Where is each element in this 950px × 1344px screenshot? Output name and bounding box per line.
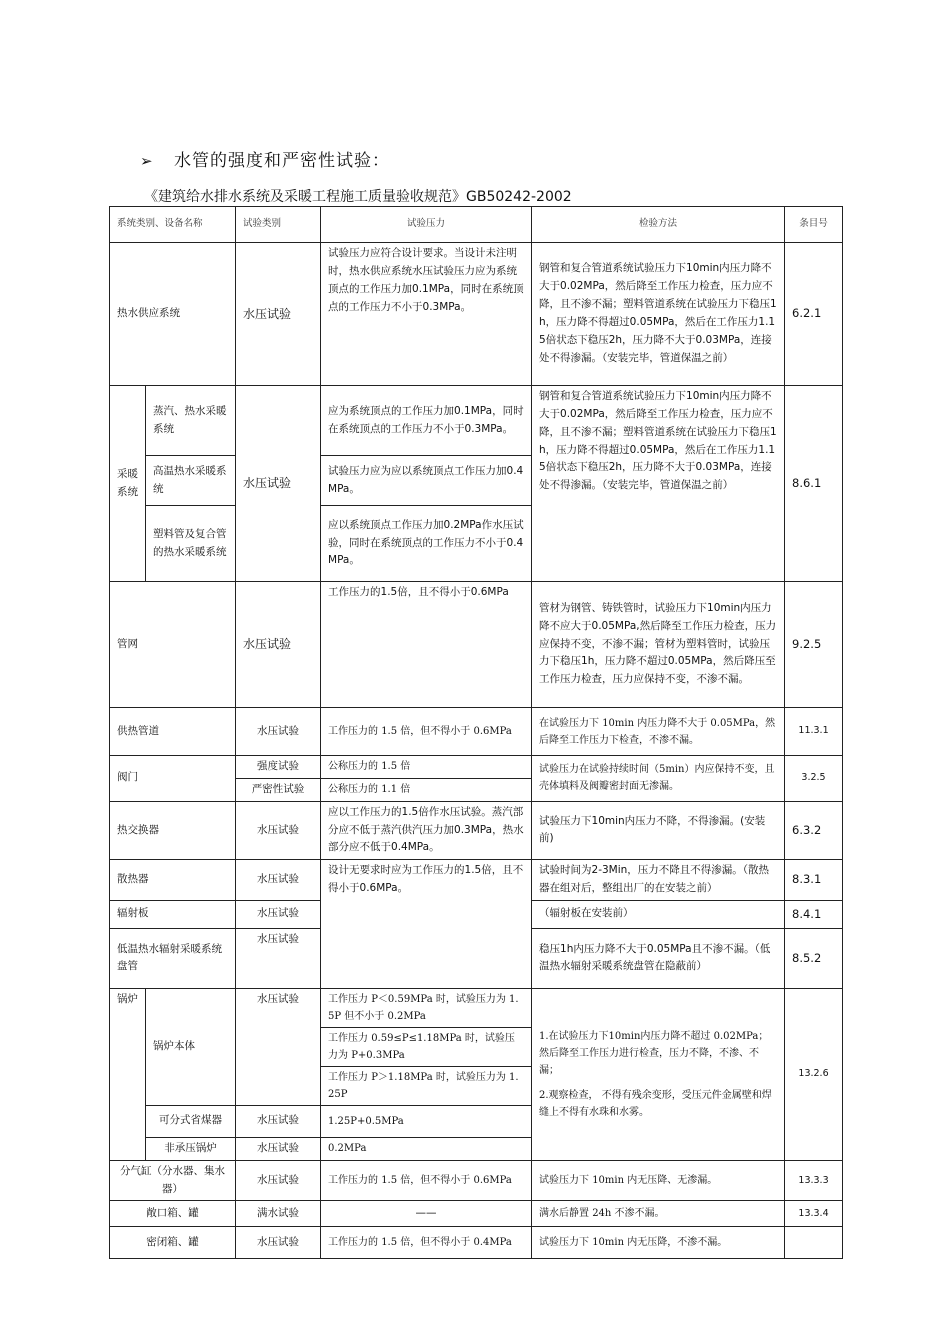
test-pressure: 工作压力 P＞1.18MPa 时，试验压力为 1.25P — [321, 1066, 532, 1105]
test-type: 强度试验 — [236, 756, 321, 779]
system-name: 管网 — [110, 582, 236, 708]
header-system: 系统类别、设备名称 — [110, 207, 236, 243]
test-type: 水压试验 — [236, 1227, 321, 1259]
test-method: 钢管和复合管道系统试验压力下10min内压力降不大于0.02MPa，然后降至工作压力检查，压力应不降，且不渗不漏；塑料管道系统在试验压力下稳压1h，压力降不得超过0.05MPa，然后在工作压力1.15倍状态下稳压2h，压力降不大于0.03MPa，连接处不得渗漏。（安装完毕，管道保温之前） — [532, 386, 785, 582]
test-pressure: 工作压力的 1.5 倍，但不得小于 0.6MPa — [321, 708, 532, 756]
header-type: 试验类别 — [236, 207, 321, 243]
system-name: 散热器 — [110, 860, 236, 901]
test-pressure: 公称压力的 1.1 倍 — [321, 778, 532, 801]
test-pressure: 工作压力 0.59≤P≤1.18MPa 时，试验压力为 P+0.3MPa — [321, 1027, 532, 1066]
header-method: 检验方法 — [532, 207, 785, 243]
test-type: 水压试验 — [236, 900, 321, 928]
test-pressure: 1.25P+0.5MPa — [321, 1105, 532, 1137]
system-name: 分气缸（分水器、集水器） — [110, 1160, 236, 1201]
standard-title: 《建筑给水排水系统及采暖工程施工质量验收规范》GB50242-2002 — [144, 189, 572, 205]
system-name: 热交换器 — [110, 801, 236, 860]
section-heading — [140, 146, 390, 171]
test-method — [532, 988, 785, 1160]
test-pressure: 工作压力 P＜0.59MPa 时，试验压力为 1.5P 但不小于 0.2MPa — [321, 988, 532, 1027]
table-row — [110, 988, 843, 1027]
method-step-1: 1.在试验压力下10min内压力降不超过 0.02MPa；然后降至工作压力进行检查，压力不降，不渗、不漏； — [539, 1030, 769, 1076]
test-type: 严密性试验 — [236, 778, 321, 801]
table-row — [110, 801, 843, 860]
test-pressure: 工作压力的1.5倍，且不得小于0.6MPa — [321, 582, 532, 708]
test-pressure: 工作压力的 1.5 倍，但不得小于 0.4MPa — [321, 1227, 532, 1259]
table-row — [110, 1201, 843, 1227]
system-name: 热水供应系统 — [110, 243, 236, 386]
table-row — [110, 860, 843, 901]
test-type: 水压试验 — [236, 1160, 321, 1201]
test-method: 试验压力下 10min 内无压降、无渗漏。 — [532, 1160, 785, 1201]
test-pressure: 应以工作压力的1.5倍作水压试验。蒸汽部分应不低于蒸汽供汽压力加0.3MPa，热水部分应不低于0.4MPa。 — [321, 801, 532, 860]
test-pressure: 公称压力的 1.5 倍 — [321, 756, 532, 779]
system-name: 密闭箱、罐 — [110, 1227, 236, 1259]
test-method: 钢管和复合管道系统试验压力下10min内压力降不大于0.02MPa，然后降至工作压力检查，压力应不降，且不渗不漏；塑料管道系统在试验压力下稳压1h，压力降不得超过0.05MPa，然后在工作压力1.15倍状态下稳压2h，压力降不大于0.03MPa，连接处不得渗漏。（安装完毕，管道保温之前） — [532, 243, 785, 386]
system-group-boiler: 锅炉 — [110, 988, 146, 1160]
test-method: （辐射板在安装前） — [532, 900, 785, 928]
test-type: 水压试验 — [236, 1137, 321, 1160]
clause-number: 6.2.1 — [785, 243, 843, 386]
clause-number: 13.3.4 — [785, 1201, 843, 1227]
test-method: 试验压力下10min内压力不降，不得渗漏。(安装前) — [532, 801, 785, 860]
pressure-test-table — [109, 206, 843, 1259]
system-group-heating: 采暖系统 — [110, 386, 146, 582]
test-type: 水压试验 — [236, 708, 321, 756]
test-pressure: 应为系统顶点的工作压力加0.1MPa，同时在系统顶点的工作压力不小于0.3MPa。 — [321, 386, 532, 456]
test-type: 水压试验 — [236, 1105, 321, 1137]
test-pressure: 试验压力应符合设计要求。当设计未注明时，热水供应系统水压试验压力应为系统顶点的工作压力加0.1MPa，同时在系统顶点的工作压力不小于0.3MPa。 — [321, 243, 532, 386]
table-row — [110, 756, 843, 779]
system-name: 敞口箱、罐 — [110, 1201, 236, 1227]
test-type: 水压试验 — [236, 801, 321, 860]
subsystem-name: 蒸汽、热水采暖系统 — [146, 386, 236, 456]
table-header-row — [110, 207, 843, 243]
test-type: 水压试验 — [236, 582, 321, 708]
table-row — [110, 1227, 843, 1259]
test-pressure: 设计无要求时应为工作压力的1.5倍，且不得小于0.6MPa。 — [321, 860, 532, 989]
table-row — [110, 1160, 843, 1201]
header-clause: 条目号 — [785, 207, 843, 243]
system-name: 阀门 — [110, 756, 236, 802]
test-pressure: 0.2MPa — [321, 1137, 532, 1160]
header-pressure: 试验压力 — [321, 207, 532, 243]
section-heading-text: 水管的强度和严密性试验： — [173, 151, 390, 171]
test-method: 试验时间为2-3Min，压力不降且不得渗漏。（散热器在组对后，整组出厂的在安装之前） — [532, 860, 785, 901]
clause-number: 6.3.2 — [785, 801, 843, 860]
test-pressure: 应以系统顶点工作压力加0.2MPa作水压试验，同时在系统顶点的工作压力不小于0.4MPa。 — [321, 506, 532, 582]
table-row — [110, 243, 843, 386]
method-step-2: 2.观察检查， 不得有残余变形，受压元件金属壁和焊缝上不得有水珠和水雾。 — [539, 1089, 772, 1118]
test-pressure: 工作压力的 1.5 倍，但不得小于 0.6MPa — [321, 1160, 532, 1201]
test-method: 试验压力在试验持续时间（5min）内应保持不变，且壳体填料及阀瓣密封面无渗漏。 — [532, 756, 785, 802]
subsystem-name: 高温热水采暖系统 — [146, 456, 236, 506]
test-pressure: 试验压力应为应以系统顶点工作压力加0.4MPa。 — [321, 456, 532, 506]
test-method: 试验压力下 10min 内无压降，不渗不漏。 — [532, 1227, 785, 1259]
subsystem-name: 锅炉本体 — [146, 988, 236, 1105]
table-row — [110, 386, 843, 456]
test-method: 管材为钢管、铸铁管时，试验压力下10min内压力降不应大于0.05MPa,然后降至工作压力检查，压力应保持不变，不渗不漏；管材为塑料管时，试验压力下稳压1h，压力降不超过0.05MPa，然后降压至工作压力检查，压力应保持不变，不渗不漏。 — [532, 582, 785, 708]
table-row — [110, 708, 843, 756]
test-type: 水压试验 — [236, 386, 321, 582]
clause-number: 8.3.1 — [785, 860, 843, 901]
subsystem-name: 非承压锅炉 — [146, 1137, 236, 1160]
test-type: 水压试验 — [236, 243, 321, 386]
system-name: 低温热水辐射采暖系统盘管 — [110, 928, 236, 988]
system-name: 辐射板 — [110, 900, 236, 928]
subsystem-name: 塑料管及复合管的热水采暖系统 — [146, 506, 236, 582]
clause-number — [785, 1227, 843, 1259]
test-method: 在试验压力下 10min 内压力降不大于 0.05MPa，然后降至工作压力下检查，不渗不漏。 — [532, 708, 785, 756]
clause-number: 9.2.5 — [785, 582, 843, 708]
subsystem-name: 可分式省煤器 — [146, 1105, 236, 1137]
clause-number: 3.2.5 — [785, 756, 843, 802]
system-name: 供热管道 — [110, 708, 236, 756]
clause-number: 11.3.1 — [785, 708, 843, 756]
test-type: 水压试验 — [236, 928, 321, 988]
test-type: 满水试验 — [236, 1201, 321, 1227]
test-type: 水压试验 — [236, 860, 321, 901]
clause-number: 13.3.3 — [785, 1160, 843, 1201]
test-pressure: —— — [321, 1201, 532, 1227]
clause-number: 8.4.1 — [785, 900, 843, 928]
table-row — [110, 582, 843, 708]
clause-number: 13.2.6 — [785, 988, 843, 1160]
clause-number: 8.5.2 — [785, 928, 843, 988]
arrow-bullet-icon: ➢ — [140, 152, 154, 170]
clause-number: 8.6.1 — [785, 386, 843, 582]
test-method: 满水后静置 24h 不渗不漏。 — [532, 1201, 785, 1227]
test-method: 稳压1h内压力降不大于0.05MPa且不渗不漏。（低温热水辐射采暖系统盘管在隐蔽前） — [532, 928, 785, 988]
test-type: 水压试验 — [236, 988, 321, 1105]
